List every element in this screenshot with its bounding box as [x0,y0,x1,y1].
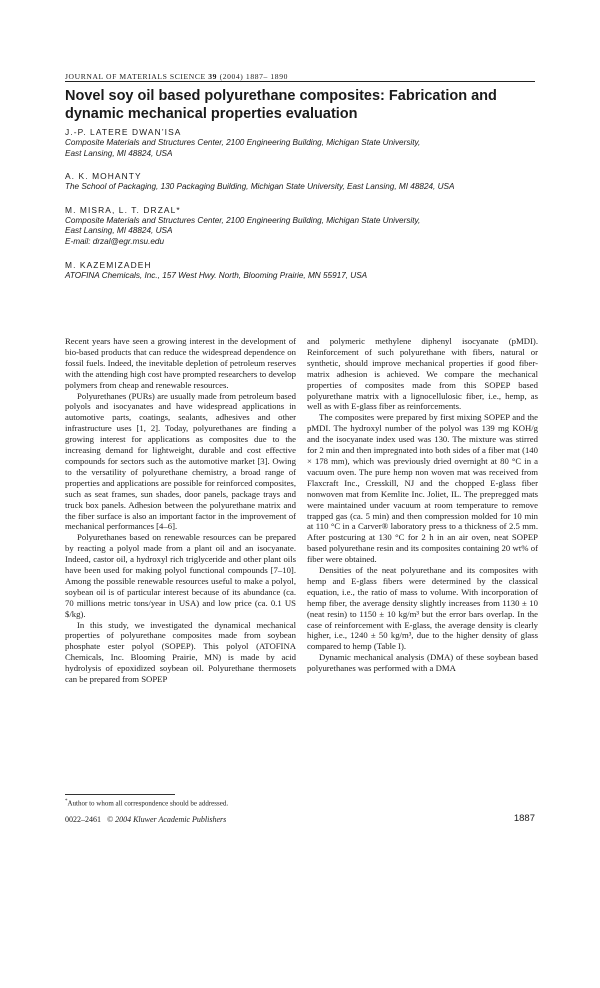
email-line [65,237,545,248]
body-paragraph: and polymeric methylene diphenyl isocyanate (pMDI). Reinforcement of such polyurethane with fibers, natural or synthetic, should improve mechanical properties if good fiber-matrix adhesion is achieved. We compare the mechanical properties of composites made from this SOPEP based polyurethane matrix with a lignocellulosic fiber, i.e., hemp, as well as with E-glass fiber as reinforcements. [307,336,538,412]
affiliation-line: East Lansing, MI 48824, USA [65,148,173,158]
affiliation-line: East Lansing, MI 48824, USA [65,226,173,236]
footnote-text: Author to whom all correspondence should be addressed. [67,799,229,808]
footnote [65,797,365,808]
page-footer [65,815,226,824]
author-name: A. K. MOHANTY [65,171,142,182]
author-block [65,204,545,248]
copyright: © 2004 Kluwer Academic Publishers [107,815,227,824]
header-rule [65,81,535,82]
author-block [65,259,545,282]
body-paragraph: Polyurethanes (PURs) are usually made from petroleum based polyols and isocyanates and have widespread applications in automotive parts, coatings, sealants, adhesives and other infrastructure uses [1, 2]. Today, polyurethanes are finding a growing interest for applications as composites due to the increasing demand for lightweight, durable and cost effective compounds for sectors such as the automotive market [3]. Owing to the versatility of polyurethane chemistry, a broad range of properties and applications are possible for reinforced composites, such as seat frames, sun shades, door panels, package trays and truck box panels. Adhesion between the polyurethane matrix and the fiber surface is also an important factor in the improvement of mechanical performances [4–6]. [65,390,296,532]
issn: 0022–2461 [65,815,101,824]
paper-title: Novel soy oil based polyurethane composites: Fabrication and dynamic mechanical properties evaluation [65,88,497,122]
body-paragraph: Densities of the neat polyurethane and its composites with hemp and E-glass fibers were determined by the classical equation, i.e., the ratio of mass to volume. With incorporation of hemp fiber, the average density slightly increases from 1130 ± 10 (neat resin) to 1150 ± 10 kg/m³ but the error bars overlap. In the case of reinforcement with E-glass, the average density is clearly higher, i.e., 1240 ± 50 kg/m³, due to the higher density of glass compared to hemp (Table I). [307,565,538,652]
body-column-left [65,336,296,685]
body-paragraph: The composites were prepared by first mixing SOPEP and the pMDI. The hydroxyl number of the polyol was 139 mg KOH/g and the isocyanate index used was 130. The mixture was stirred for 2 min and then impregnated into both sides of a fiber mat (140 × 178 mm), which was previously dried overnight at 80 °C in a vacuum oven. The pure hemp non woven mat was received from Flaxcraft Inc., Cresskill, NJ and the chopped E-glass fiber nonwoven mat from Kemlite Inc. Joliet, IL. The prepregged mats were maintained under vacuum at room temperature to remove trapped gas (ca. 5 min) and then compression molded for 10 min at 110 °C in a Carver® laboratory press to a thickness of 2.5 mm. After postcuring at 130 °C for 2 h in an air oven, neat SOPEP based polyurethane resin and its composites containing 20 wt% of fiber were obtained. [307,412,538,565]
body-paragraph: In this study, we investigated the dynamical mechanical properties of polyurethane composites made from soybean phosphate ester polyol (SOPEP). This polyol (ATOFINA Chemicals, Inc. Blooming Prairie, MN) is made by acid hydrolysis of epoxidized soybean oil. Polyurethane thermosets can be prepared from SOPEP [65,619,296,685]
body-column-right [307,336,538,674]
journal-volume: 39 [208,72,218,81]
footnote-mark: * [65,799,68,804]
page-number: 1887 [513,813,535,824]
email-label: E-mail: [65,236,91,246]
body-paragraph: Recent years have seen a growing interest in the development of bio-based products that can reduce the widespread dependence on fossil fuels. Indeed, the inevitable depletion of petroleum reserves with the attending high cost have prompted researchers to develop polymers from cheap and renewable resources. [65,336,296,390]
affiliation-line: Composite Materials and Structures Center, 2100 Engineering Building, Michigan State University, [65,138,421,147]
author-list [65,126,545,292]
affiliation-line: ATOFINA Chemicals, Inc., 157 West Hwy. North, Blooming Prairie, MN 55917, USA [65,270,368,280]
footnote-rule [65,794,175,795]
author-name: J.-P. LATERE DWAN’ISA [65,127,182,137]
body-paragraph: Polyurethanes based on renewable resources can be prepared by reacting a polyol made from a plant oil and an isocyanate. Indeed, castor oil, a hydroxyl rich triglyceride and other plant oils have been used for making polyol functional compounds [7–10]. Among the possible renewable resources useful to make a polyol, soybean oil is of particular interest because of its abundance (ca. 70 millions metric tons/year in USA) and low price (ca. 0.1 US $/kg). [65,532,296,619]
author-name: M. MISRA, L. T. DRZAL* [65,204,181,215]
journal-year-pages: (2004) 1887– 1890 [219,72,288,81]
author-block [65,126,545,159]
email-address[interactable]: drzal@egr.msu.edu [92,236,165,246]
journal-header [65,72,288,81]
affiliation-line: Composite Materials and Structures Center, 2100 Engineering Building, Michigan State University, [65,215,421,225]
affiliation-line: The School of Packaging, 130 Packaging Building, Michigan State University, East Lansing, MI 48824, USA [65,182,455,192]
journal-name: JOURNAL OF MATERIALS SCIENCE [65,72,206,81]
author-block [65,170,545,193]
author-name: M. KAZEMIZADEH [65,259,152,270]
body-paragraph: Dynamic mechanical analysis (DMA) of these soybean based polyurethanes was performed with a DMA [307,652,538,674]
